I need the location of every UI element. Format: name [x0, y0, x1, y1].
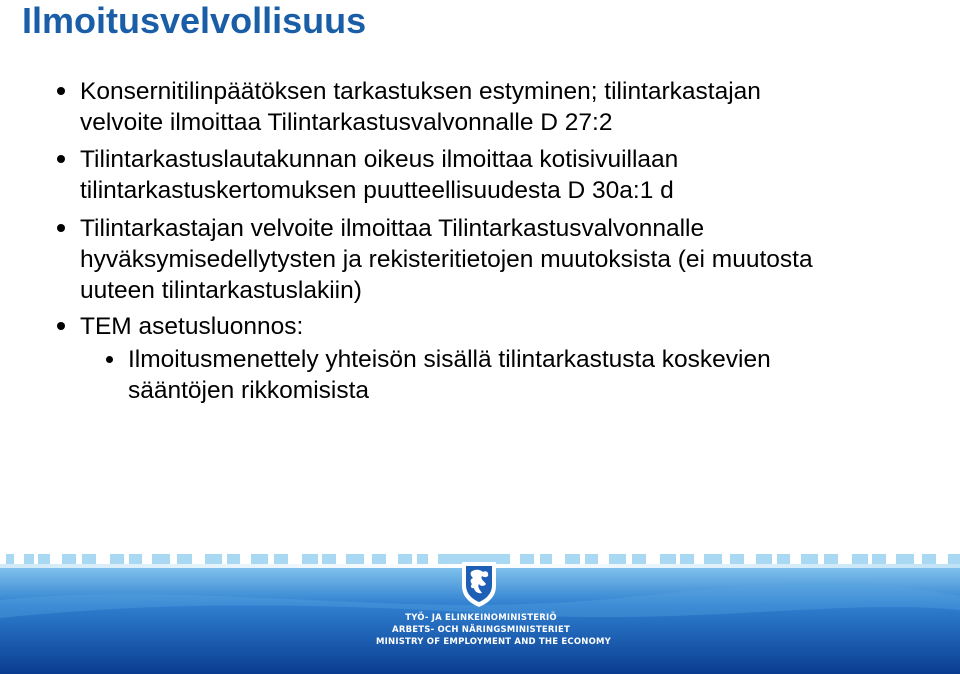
bullet-item — [80, 76, 761, 138]
ministry-name-fi: TYÖ- JA ELINKEINOMINISTERIÖ — [405, 613, 557, 623]
bullet-item — [80, 311, 303, 342]
bullet-marker — [57, 155, 65, 163]
bullet-marker — [57, 224, 65, 232]
bullet-line: TEM asetusluonnos: — [80, 313, 304, 340]
bullet-line: Konsernitilinpäätöksen tarkastuksen estyminen; tilintarkastajan — [80, 78, 761, 105]
ministry-name-en: MINISTRY OF EMPLOYMENT AND THE ECONOMY — [376, 637, 612, 647]
slide-title: Ilmoitusvelvollisuus — [22, 0, 367, 41]
bullet-marker — [57, 322, 65, 330]
bullet-line: Ilmoitusmenettely yhteisön sisällä tilintarkastusta koskevien — [128, 346, 771, 373]
bullet-line: Tilintarkastajan velvoite ilmoittaa Tilintarkastusvalvonnalle — [80, 215, 705, 242]
bullet-marker — [57, 87, 65, 95]
footer-band — [0, 540, 960, 674]
sub-bullet-item — [128, 344, 771, 406]
bullet-line: hyväksymisedellytysten ja rekisteritietojen muutoksista (ei muutosta — [80, 246, 813, 273]
bullet-line: tilintarkastuskertomuksen puutteellisuudesta D 30a:1 d — [80, 177, 674, 204]
bullet-item — [80, 144, 678, 206]
bullet-line: Tilintarkastuslautakunnan oikeus ilmoittaa kotisivuillaan — [80, 146, 679, 173]
finnish-lion-crest-icon — [458, 560, 500, 608]
bullet-item — [80, 213, 813, 306]
bullet-line: uuteen tilintarkastuslakiin) — [80, 277, 362, 304]
sub-bullet-marker — [106, 356, 113, 363]
bullet-line: sääntöjen rikkomisista — [128, 377, 370, 404]
ministry-name-sv: ARBETS- OCH NÄRINGSMINISTERIET — [392, 625, 570, 635]
bullet-line: velvoite ilmoittaa Tilintarkastusvalvonnalle D 27:2 — [80, 109, 613, 136]
